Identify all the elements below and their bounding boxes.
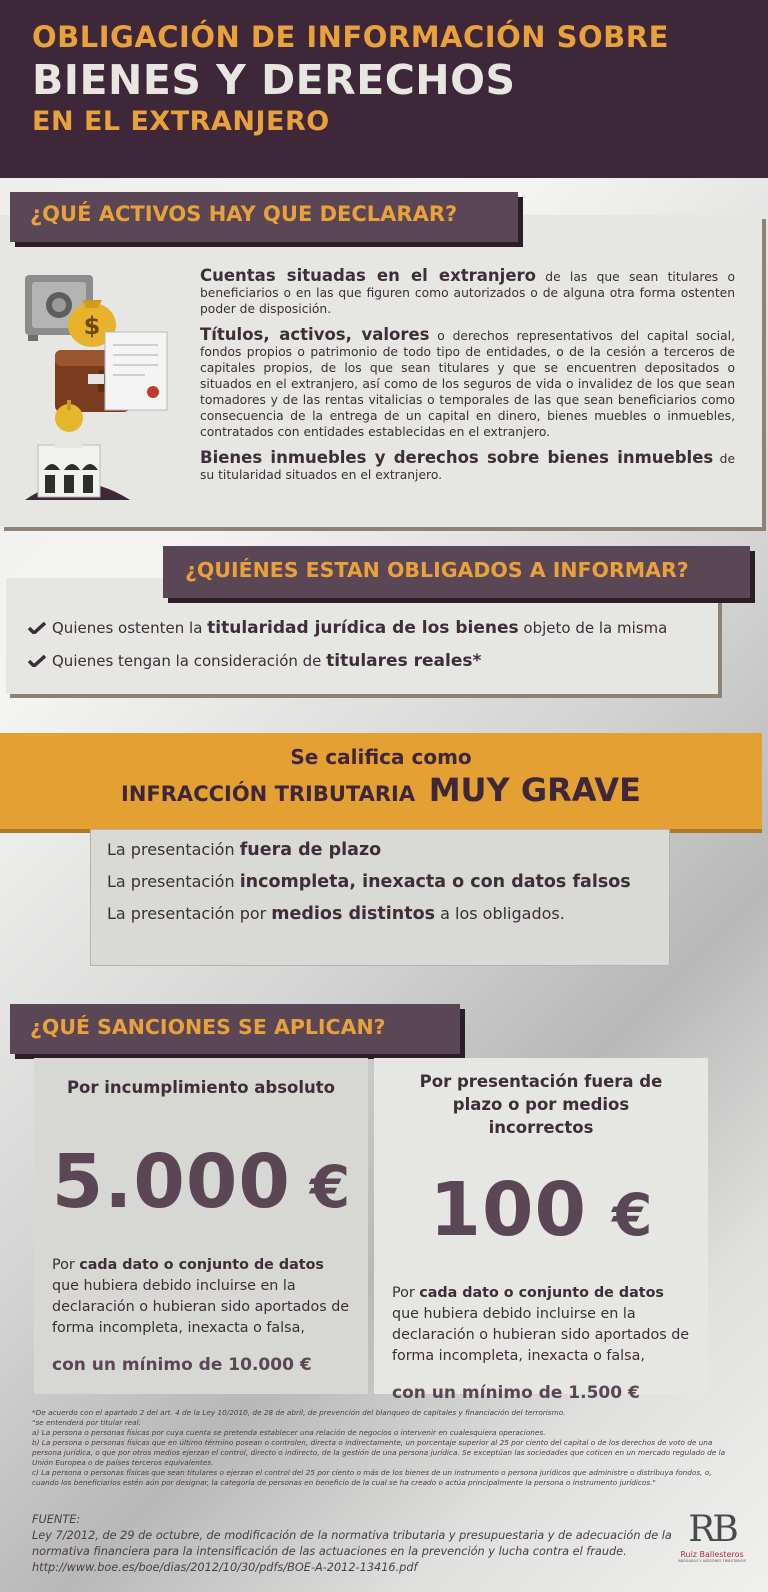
sanction-1-desc-post: que hubiera debido incluirse en la declaración o hubieran sido aportados de forma incompleta, inexacta o falsa, (52, 1278, 350, 1336)
infraction-severity: MUY GRAVE (428, 771, 641, 809)
source-text: Ley 7/2012, de 29 de octubre, de modificación de la normativa tributaria y presupuestaria y de adecuación de la normativa financiera para la intensificación de las actuaciones en la prevención y lucha contra el fraude. (32, 1529, 672, 1558)
infraction-label: INFRACCIÓN TRIBUTARIA (121, 782, 416, 806)
header-line-1: OBLIGACIÓN DE INFORMACIÓN SOBRE (32, 20, 669, 54)
source (32, 1512, 672, 1576)
assets-title-bar (10, 192, 518, 242)
infraction-item-3-bold: medios distintos (271, 904, 436, 924)
svg-text:$: $ (83, 312, 101, 340)
document-icon (105, 332, 167, 410)
sanction-1-description (52, 1255, 350, 1339)
footnote-line: b) La persona o personas físicas que en último término posean o controlen, directa o indirectamente, un porcentaje superior al 25 por ciento del capital o de los derechos de voto de una persona jurídica, o que por otros medios ejerzan el control, directo o indirecto, de la gestión de una persona jurídica. Se exceptúan las sociedades que coticen en un mercado regulado de la Unión Europea o de países terceros equivalentes. (32, 1438, 726, 1467)
sanction-1-desc-pre: Por (52, 1257, 80, 1273)
header-line-3: EN EL EXTRANJERO (32, 106, 330, 137)
infraction-item-3 (107, 904, 669, 924)
assets-item-3-text: de su titularidad situados en el extranjero. (200, 452, 736, 482)
checkmark-icon (28, 655, 46, 667)
sanction-box-absolute (34, 1058, 368, 1394)
assets-item-1-bold: Cuentas situadas en el extranjero (200, 266, 536, 285)
obligated-item-1-bold: titularidad jurídica de los bienes (207, 618, 519, 638)
sanction-2-currency: € (612, 1181, 653, 1249)
infraction-item-2 (107, 872, 669, 892)
sanction-1-currency: € (309, 1153, 351, 1221)
sanctions-title-bar (10, 1004, 460, 1054)
infraction-item-1-pre: La presentación (107, 840, 240, 859)
obligated-item-2-bold: titulares reales* (326, 651, 482, 671)
assets-item-3-bold: Bienes inmuebles y derechos sobre bienes inmuebles (200, 448, 714, 467)
assets-item-1 (200, 268, 735, 317)
sanction-2-amount: 100 (429, 1167, 587, 1253)
sanction-2-desc-bold: cada dato o conjunto de datos (419, 1285, 664, 1301)
assets-item-1-text: de las que sean titulares o beneficiarios o en las que figuren como autorizados o de alguna otra forma ostenten poder de disposición. (200, 270, 735, 316)
logo-tagline: ABOGADOS Y ASESORES TRIBUTARIOS (678, 1559, 746, 1563)
assets-item-2-text: o derechos representativos del capital social, fondos propios o patrimonio de todo tipo de entidades, o de la cesión a terceros de capitales propios, de los que sean titulares y que se encuentren depositados o situados en el extranjero, así como de los seguros de vida o invalidez de los que sean tomadores y de las rentas vitalicias o temporales de las que sean beneficiarios como consecuencia de la entrega de un capital en dinero, bienes muebles o inmuebles, contratados con entidades establecidas en el extranjero. (200, 329, 735, 439)
company-logo (676, 1510, 748, 1563)
footnote (32, 1408, 736, 1488)
sanction-2-description (392, 1283, 690, 1367)
sanctions-title: ¿QUÉ SANCIONES SE APLICAN? (30, 1015, 386, 1039)
footnote-line: *De acuerdo con el apartado 2 del art. 4 de la Ley 10/2010, de 28 de abril, de prevención del blanqueo de capitales y financiación del terrorismo. (32, 1408, 566, 1417)
assets-item-3 (200, 450, 735, 483)
checkmark-icon (28, 622, 46, 634)
infraction-line-2 (0, 771, 762, 809)
sanction-1-heading: Por incumplimiento absoluto (66, 1078, 336, 1097)
sanction-2-amount-row (374, 1167, 708, 1253)
assets-list (200, 268, 735, 483)
assets-item-2 (200, 327, 735, 440)
infraction-item-2-pre: La presentación (107, 872, 240, 891)
header-banner (0, 0, 768, 178)
sanction-1-amount-row (34, 1139, 368, 1225)
header-line-2: BIENES Y DERECHOS (32, 56, 516, 104)
obligated-title-bar (163, 546, 750, 598)
assets-illustration (20, 270, 190, 510)
logo-mark: RB (688, 1509, 736, 1550)
obligated-item-1-pre: Quienes ostenten la (52, 619, 208, 637)
obligated-item-2-pre: Quienes tengan la consideración de (52, 652, 327, 670)
footnote-line: a) La persona o personas físicas por cuya cuenta se pretenda establecer una relación de negocios o intervenir en cualesquiera operaciones. (32, 1428, 546, 1437)
obligated-title: ¿QUIÉNES ESTAN OBLIGADOS A INFORMAR? (185, 558, 689, 582)
infraction-item-2-bold: incompleta, inexacta o con datos falsos (239, 872, 631, 892)
infraction-line-1: Se califica como (290, 745, 472, 769)
infraction-item-3-pre: La presentación por (107, 904, 272, 923)
assets-item-2-bold: Títulos, activos, valores (200, 325, 430, 344)
building-icon (25, 400, 130, 500)
infraction-item-1-bold: fuera de plazo (239, 840, 382, 860)
sanction-2-minimum: con un mínimo de 1.500 € (392, 1383, 640, 1403)
footnote-line: c) La persona o personas físicas que sean titulares o ejerzan el control del 25 por ciento o más de los bienes de un instrumento o persona jurídicos que administre o distribuya fondos, o, cuando los beneficiarios estén aún por designar, la categoría de personas en beneficio de la cual se ha creado o actúa principalmente la persona o instrumento jurídicos." (32, 1468, 712, 1487)
obligated-item-2 (28, 651, 481, 671)
sanction-2-desc-pre: Por (392, 1285, 420, 1301)
logo-name: Ruiz Ballesteros (680, 1550, 744, 1559)
footnote-line: "se entenderá por titular real: (32, 1418, 142, 1427)
infraction-banner (0, 733, 762, 829)
sanction-1-amount: 5.000 (51, 1139, 291, 1225)
infraction-item-1 (107, 840, 669, 860)
obligated-item-1 (28, 618, 667, 638)
sanction-1-minimum: con un mínimo de 10.000 € (52, 1355, 312, 1375)
sanction-2-desc-post: que hubiera debido incluirse en la declaración o hubieran sido aportados de forma incompleta, inexacta o falsa, (392, 1306, 690, 1364)
infraction-item-3-post: a los obligados. (435, 904, 565, 923)
obligated-item-1-post: objeto de la misma (518, 619, 668, 637)
infraction-list (90, 829, 670, 966)
sanction-1-desc-bold: cada dato o conjunto de datos (79, 1257, 324, 1273)
assets-title: ¿QUÉ ACTIVOS HAY QUE DECLARAR? (30, 202, 458, 226)
source-label: FUENTE: (32, 1513, 81, 1526)
source-url[interactable]: http://www.boe.es/boe/dias/2012/10/30/pdfs/BOE-A-2012-13416.pdf (32, 1561, 418, 1574)
sanction-box-late (374, 1058, 708, 1403)
sanction-2-heading: Por presentación fuera de plazo o por medios incorrectos (419, 1072, 663, 1137)
